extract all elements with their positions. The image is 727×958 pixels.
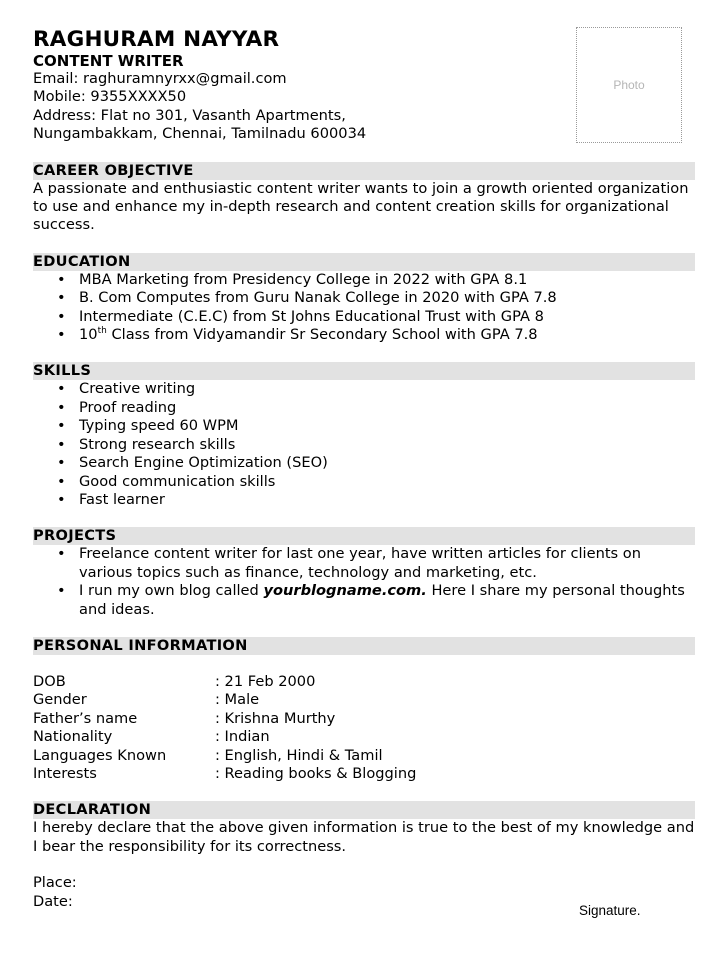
info-value: : 21 Feb 2000 [215,672,316,690]
section-heading: CAREER OBJECTIVE [33,162,695,180]
email-line: Email: raghuramnyrxx@gmail.com [33,70,287,87]
candidate-name: RAGHURAM NAYYAR [33,27,280,52]
list-item: • Creative writing [33,380,695,398]
list-item: • Fast learner [33,491,695,509]
info-row [33,765,695,783]
info-row [33,710,695,728]
objective-text: A passionate and enthusiastic content writer wants to join a growth oriented organization to use and enhance my in-depth research and content creation skills for organizational success. [33,179,689,234]
info-label: DOB [33,672,66,690]
info-label: Gender [33,691,87,709]
signature-label: Signature. [579,903,641,918]
skills-list [33,380,695,509]
mobile-line: Mobile: 9355XXXX50 [33,88,187,106]
blog-text-prefix: I run my own blog called [79,582,264,600]
list-item: • Search Engine Optimization (SEO) [33,454,695,472]
list-item: • B. Com Computes from Guru Nanak College in 2020 with GPA 7.8 [33,289,695,307]
info-label: Nationality [33,728,113,746]
list-item [33,582,695,619]
address-line-1: Address: Flat no 301, Vasanth Apartments, [33,106,346,124]
list-item: • Typing speed 60 WPM [33,417,695,435]
education-section [33,253,695,345]
section-heading: PROJECTS [33,527,695,545]
education-list [33,271,695,345]
ordinal-suffix: th [97,326,107,337]
info-value: : Indian [215,728,270,746]
info-value: : English, Hindi & Tamil [215,746,383,764]
list-item: • Intermediate (C.E.C) from St Johns Educational Trust with GPA 8 [33,308,695,326]
declaration-text: I hereby declare that the above given information is true to the best of my knowledge and I bear the responsibility for its correctness. [33,819,695,855]
class-detail: Class from Vidyamandir Sr Secondary School with GPA 7.8 [106,326,538,344]
section-heading: EDUCATION [33,253,695,271]
info-label: Languages Known [33,746,167,764]
info-label: Father’s name [33,709,138,727]
section-heading: DECLARATION [33,801,695,819]
list-item: • Strong research skills [33,436,695,454]
list-item [33,326,695,344]
info-row [33,691,695,709]
place-label: Place: [33,874,77,892]
list-item: • Good communication skills [33,473,695,491]
address-line-2: Nungambakkam, Chennai, Tamilnadu 600034 [33,125,367,143]
info-row [33,747,695,765]
section-heading: SKILLS [33,362,695,380]
list-item: • Proof reading [33,399,695,417]
info-value: : Male [215,691,260,709]
class-number: 10 [79,326,98,344]
declaration-section [33,801,695,911]
blog-text-suffix: Here I share my personal thoughts and ideas. [79,582,685,618]
career-objective-section [33,162,695,235]
section-heading: PERSONAL INFORMATION [33,637,695,655]
info-row [33,728,695,746]
info-value: : Reading books & Blogging [215,764,417,782]
list-item: • Freelance content writer for last one year, have written articles for clients on various topics such as finance, technology and marketing, etc. [33,545,695,582]
list-item: • MBA Marketing from Presidency College in 2022 with GPA 8.1 [33,271,695,289]
personal-info-table [33,673,695,783]
info-label: Interests [33,764,97,782]
date-label: Date: [33,892,73,910]
info-row [33,673,695,691]
resume-header [33,28,695,144]
photo-label: Photo [613,77,645,92]
blog-name: yourblogname.com. [263,582,427,600]
projects-section [33,527,695,619]
resume-page [33,28,695,911]
candidate-role: CONTENT WRITER [33,52,184,70]
projects-list [33,545,695,619]
info-value: : Krishna Murthy [215,709,336,727]
personal-info-section [33,637,695,783]
skills-section [33,362,695,509]
